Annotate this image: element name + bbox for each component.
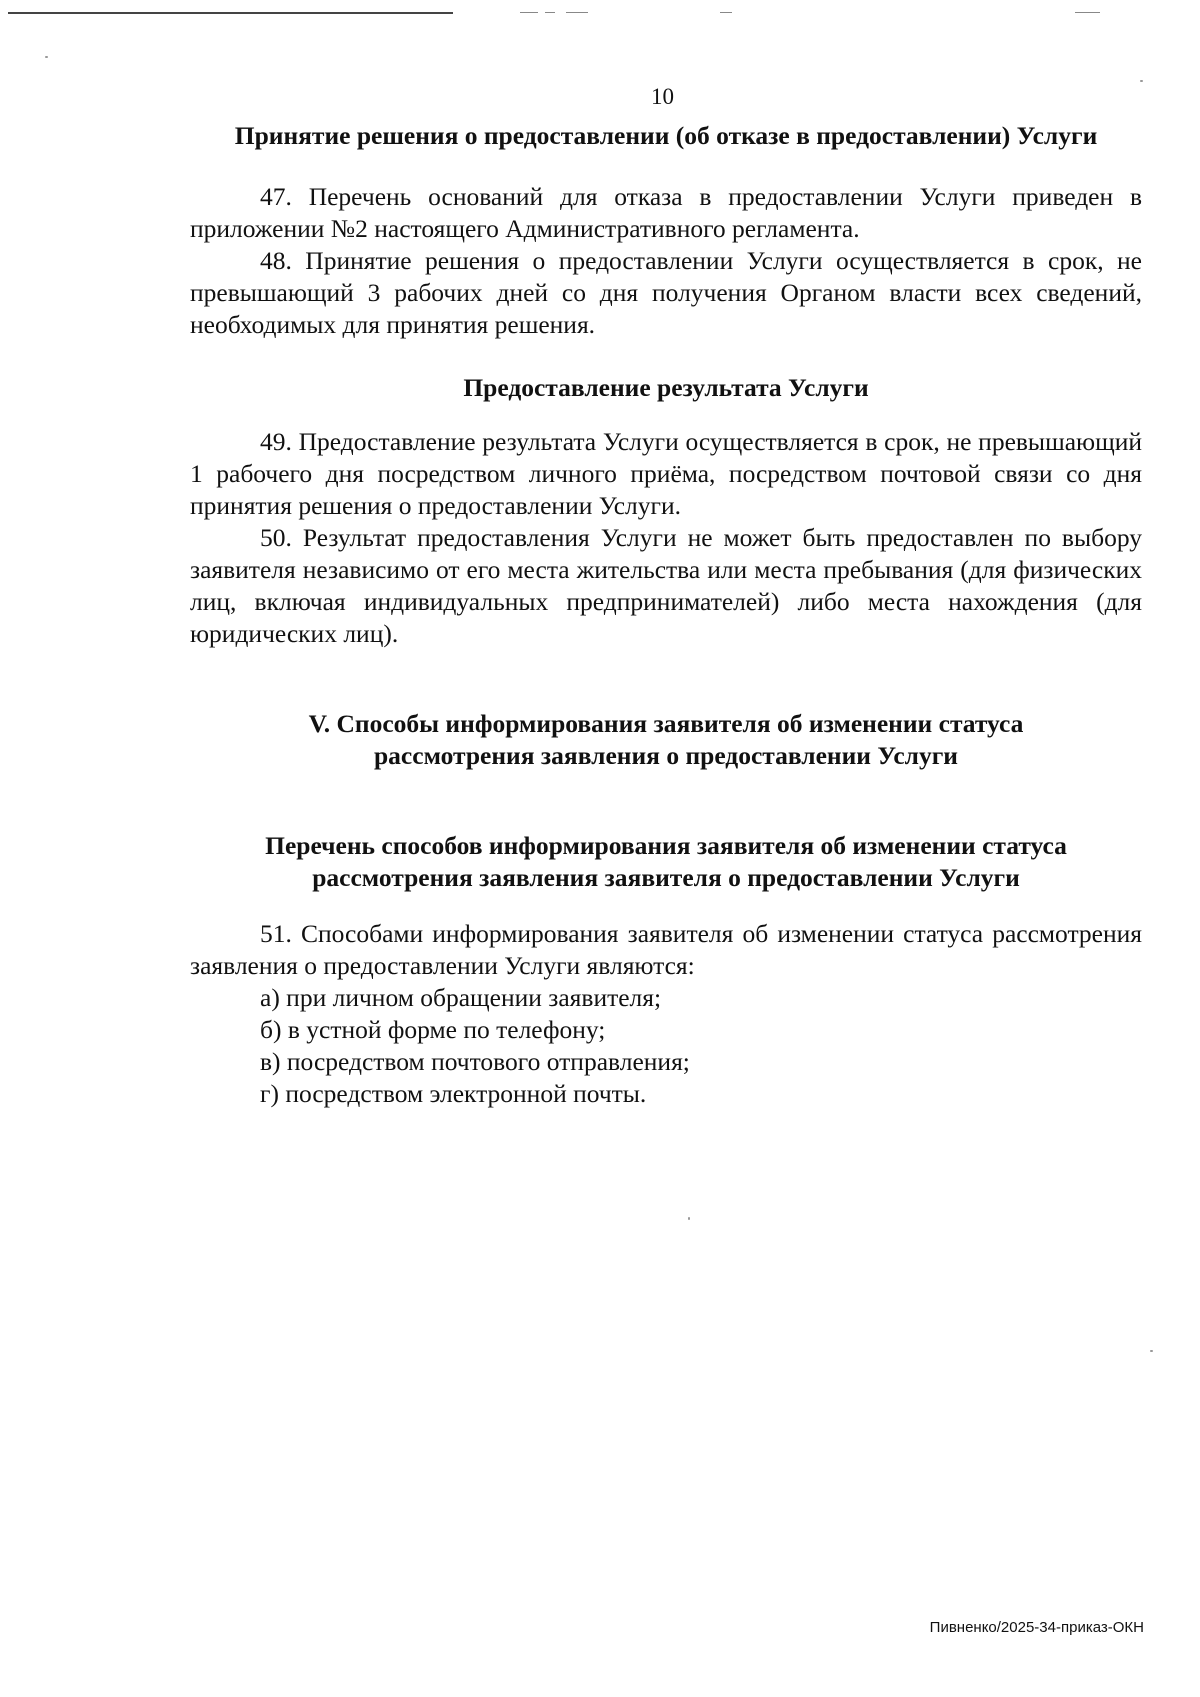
result-heading: Предоставление результата Услуги [463,373,869,402]
decision-heading: Принятие решения о предоставлении (об отказе в предоставлении) Услуги [234,121,1098,150]
list-item: в) посредством почтового отправления; [260,1047,690,1076]
scan-speck [1140,80,1143,82]
page-number: 10 [651,84,674,109]
scan-artifact-line [8,12,453,14]
scan-speck [688,1217,690,1220]
scan-speck [1150,1350,1153,1352]
scan-artifact-dash [720,12,732,13]
scan-artifact-dash [566,12,588,13]
list-item: а) при личном обращении заявителя; [260,983,662,1012]
list-item: г) посредством электронной почты. [260,1079,647,1108]
paragraph-47: 47. Перечень оснований для отказа в предоставлении Услуги приведен в приложении №2 настоящего Административного регламента. [190,182,1142,243]
list-item: б) в устной форме по телефону; [260,1015,606,1044]
scan-artifact-dash [520,12,538,13]
paragraph-50: 50. Результат предоставления Услуги не может быть предоставлен по выбору заявителя независимо от его места жительства или места пребывания (для физических лиц, включая индивидуальных предпринимателей) либо места нахождения (для юридических лиц). [190,523,1142,648]
methods-heading: Перечень способов информирования заявителя об изменении статуса рассмотрения заявления заявителя о предоставлении Услуги [265,831,1067,892]
paragraph-48: 48. Принятие решения о предоставлении Услуги осуществляется в срок, не превышающий 3 рабочих дней со дня получения Органом власти всех сведений, необходимых для принятия решения. [190,246,1142,339]
scan-artifact-dash [1075,12,1100,13]
paragraph-51: 51. Способами информирования заявителя об изменении статуса рассмотрения заявления о предоставлении Услуги являются: [190,919,1142,980]
scan-artifact-dash [545,12,555,13]
document-body [190,120,1142,1110]
scan-speck [45,56,48,58]
paragraph-49: 49. Предоставление результата Услуги осуществляется в срок, не превышающий 1 рабочего дня посредством личного приёма, посредством почтовой связи со дня принятия решения о предоставлении Услуги. [190,427,1142,520]
document-code: Пивненко/2025-34-приказ-ОКН [929,1619,1144,1636]
chapter-v-heading: V. Способы информирования заявителя об изменении статуса рассмотрения заявления о предоставлении Услуги [308,709,1024,770]
